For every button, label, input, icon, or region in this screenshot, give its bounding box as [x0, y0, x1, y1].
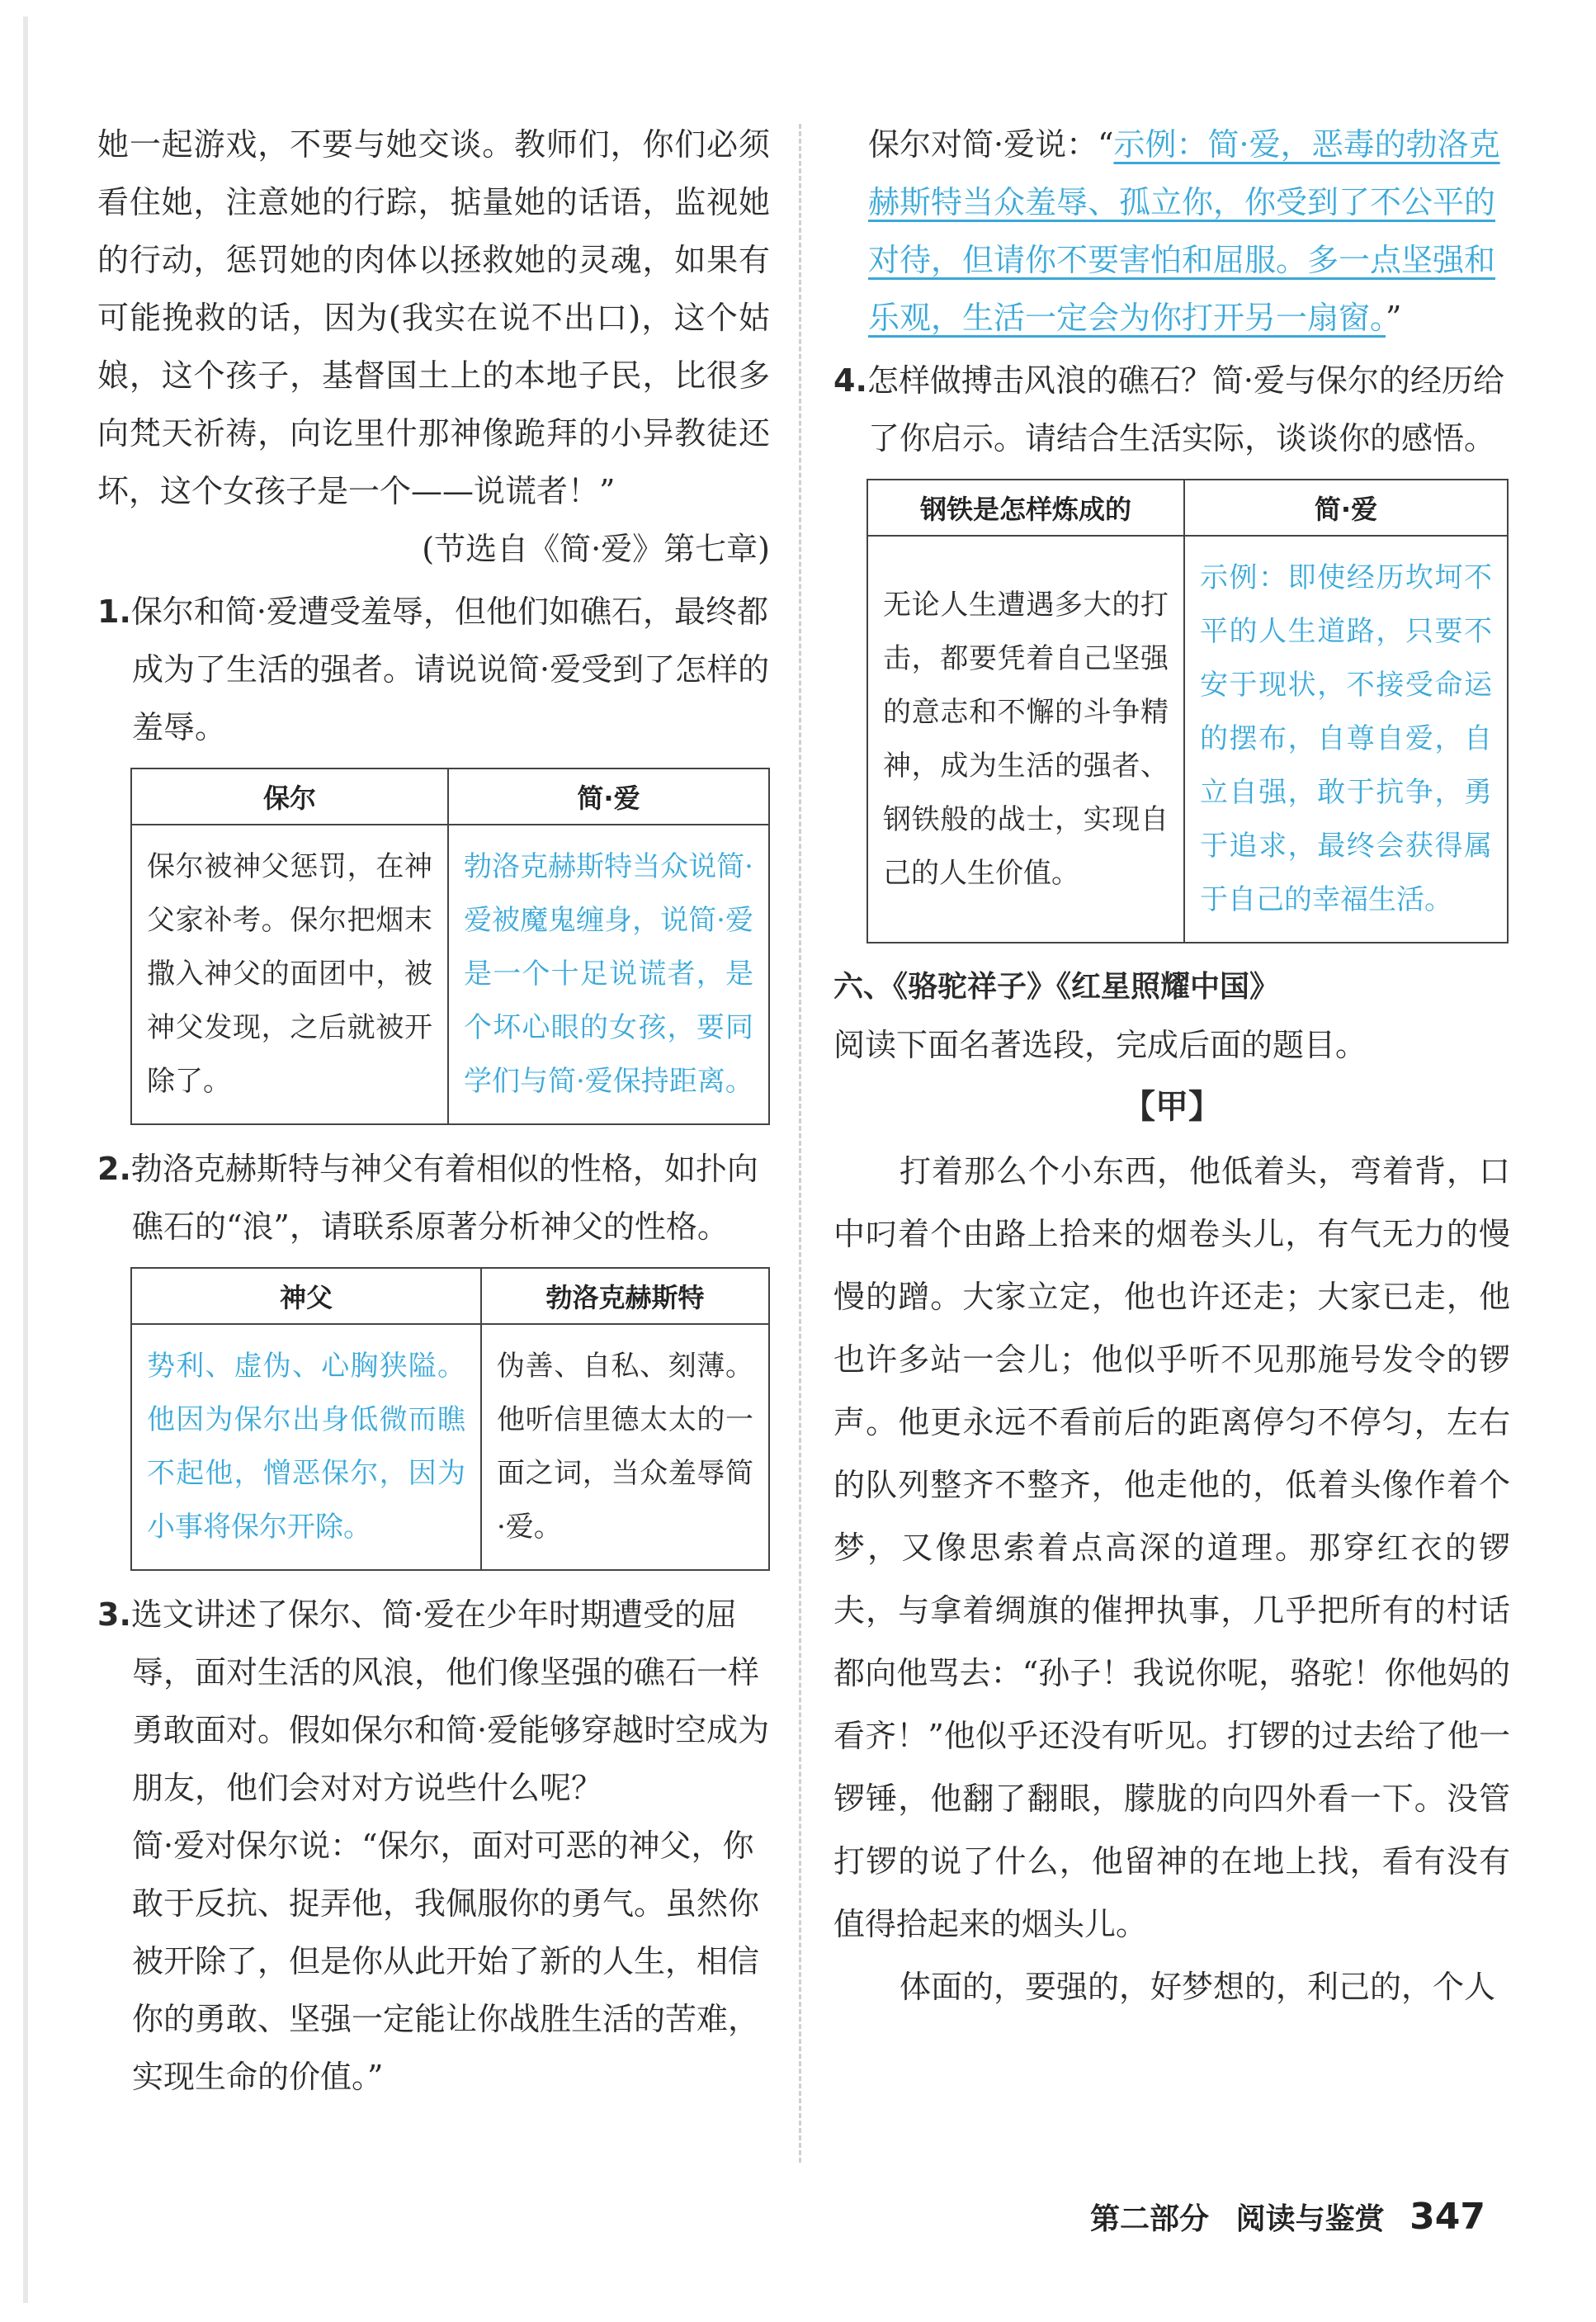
question-2-number: 2.: [97, 1151, 131, 1187]
q2-header-brocklehurst: 勃洛克赫斯特: [481, 1268, 769, 1324]
excerpt-continuation: 她一起游戏，不要与她交谈。教师们，你们必须看住她，注意她的行踪，掂量她的话语，监视她的行动，惩罚她的肉体以拯救她的灵魂，如果有可能挽救的话，因为(我实在说不出口)，这个姑娘，这个孩子，基督国土上的本地子民，比很多向梵天祈祷，向讫里什那神像跪拜的小异教徒还坏，这个女孩子是一个——说谎者！”: [97, 126, 770, 509]
q4-cell-steel: 无论人生遭遇多大的打击，都要凭着自己坚强的意志和不懈的斗争精神，成为生活的强者、钢铁般的战士，实现自己的人生价值。: [867, 536, 1184, 943]
passage-label-jia: 【甲】: [1122, 1088, 1221, 1126]
question-3: [97, 1586, 770, 1817]
question-3-number: 3.: [97, 1596, 131, 1633]
page-edge-shadow: [23, 17, 28, 2303]
question-4-number: 4.: [833, 362, 867, 399]
q2-answer-priest: 势利、虚伪、心胸狭隘。他因为保尔出身低微而瞧不起他，憎恶保尔，因为小事将保尔开除。: [131, 1324, 481, 1570]
q4-answer-jane: 示例：即使经历坎坷不平的人生道路，只要不安于现状，不接受命运的摆布，自尊自爱，自立自强，敢于抗争，勇于追求，最终会获得属于自己的幸福生活。: [1184, 536, 1508, 943]
section-6-instruction: 阅读下面名著选段，完成后面的题目。: [833, 1027, 1367, 1063]
jane-to-paul: 简·爱对保尔说：“保尔，面对可恶的神父，你敢于反抗、捉弄他，我佩服你的勇气。虽然你被开除了，但是你从此开始了新的人生，相信你的勇敢、坚强一定能让你战胜生活的苦难，实现生命的价值。”: [132, 1828, 760, 2095]
paul-to-jane-answer: 示例：简·爱，恶毒的勃洛克赫斯特当众羞辱、孤立你，你受到了不公平的对待，但请你不要害怕和屈服。多一点坚强和乐观，生活一定会为你打开另一扇窗。: [868, 126, 1500, 336]
q4-table: [866, 479, 1509, 943]
q1-header-jane: 简·爱: [448, 768, 769, 825]
footer-section: 阅读与鉴赏: [1235, 2202, 1385, 2236]
right-column: [833, 116, 1510, 2018]
question-3-text: 选文讲述了保尔、简·爱在少年时期遭受的屈辱，面对生活的风浪，他们像坚强的礁石一样勇敢面对。假如保尔和简·爱能够穿越时空成为朋友，他们会对对方说些什么呢？: [130, 1596, 770, 1806]
passage-jia-paragraph-2: 体面的，要强的，好梦想的，利己的，个人: [900, 1969, 1496, 2005]
left-column: [97, 116, 770, 2106]
q1-header-paul: 保尔: [131, 768, 448, 825]
paul-to-jane-suffix: ”: [1386, 300, 1402, 336]
q1-cell-paul: 保尔被神父惩罚，在神父家补考。保尔把烟末撒入神父的面团中，被神父发现，之后就被开除了。: [131, 825, 448, 1124]
q1-table: [130, 768, 770, 1125]
q4-header-steel: 钢铁是怎样炼成的: [867, 480, 1184, 536]
question-1-text: 保尔和简·爱遭受羞辱，但他们如礁石，最终都成为了生活的强者。请说说简·爱受到了怎样的羞辱。: [130, 594, 770, 745]
q1-answer-jane: 勃洛克赫斯特当众说简·爱被魔鬼缠身，说简·爱是一个十足说谎者，是个坏心眼的女孩，要同学们与简·爱保持距离。: [448, 825, 769, 1124]
question-1-number: 1.: [97, 594, 131, 630]
question-4-text: 怎样做搏击风浪的礁石？简·爱与保尔的经历给了你启示。请结合生活实际，谈谈你的感悟。: [866, 362, 1504, 456]
footer-part: 第二部分: [1090, 2202, 1210, 2236]
excerpt-citation: (节选自《简·爱》第七章): [422, 531, 770, 567]
passage-jia-paragraph-1: 打着那么个小东西，他低着头，弯着背，口中叼着个由路上拾来的烟卷头儿，有气无力的慢慢的蹭。大家立定，他也许还走；大家已走，他也许多站一会儿；他似乎听不见那施号发令的锣声。他更永远不看前后的距离停匀不停匀，左右的队列整齐不整齐，他走他的，低着头像作着个梦，又像思索着点高深的道理。那穿红衣的锣夫，与拿着绸旗的催押执事，几乎把所有的村话都向他骂去：“孙子！我说你呢，骆驼！你他妈的看齐！”他似乎还没有听见。打锣的过去给了他一锣锤，他翻了翻眼，朦胧的向四外看一下。没管打锣的说了什么，他留神的在地上找，看有没有值得拾起来的烟头儿。: [833, 1153, 1510, 1942]
page-footer: [1056, 2196, 1485, 2238]
q2-table: [130, 1267, 770, 1571]
page-number: 347: [1409, 2196, 1485, 2238]
q2-cell-brocklehurst: 伪善、自私、刻薄。他听信里德太太的一面之词，当众羞辱简·爱。: [481, 1324, 769, 1570]
question-1: [97, 583, 770, 756]
q4-header-jane: 简·爱: [1184, 480, 1508, 536]
column-divider: [799, 124, 801, 2163]
paul-to-jane: [833, 116, 1510, 347]
section-6-title: 六、《骆驼祥子》《红星照耀中国》: [833, 970, 1280, 1004]
q2-header-priest: 神父: [131, 1268, 481, 1324]
question-2-text: 勃洛克赫斯特与神父有着相似的性格，如扑向礁石的“浪”，请联系原著分析神父的性格。: [130, 1151, 758, 1245]
question-2: [97, 1140, 770, 1256]
paul-to-jane-prefix: 保尔对简·爱说：“: [868, 126, 1114, 163]
question-4: [833, 352, 1510, 467]
